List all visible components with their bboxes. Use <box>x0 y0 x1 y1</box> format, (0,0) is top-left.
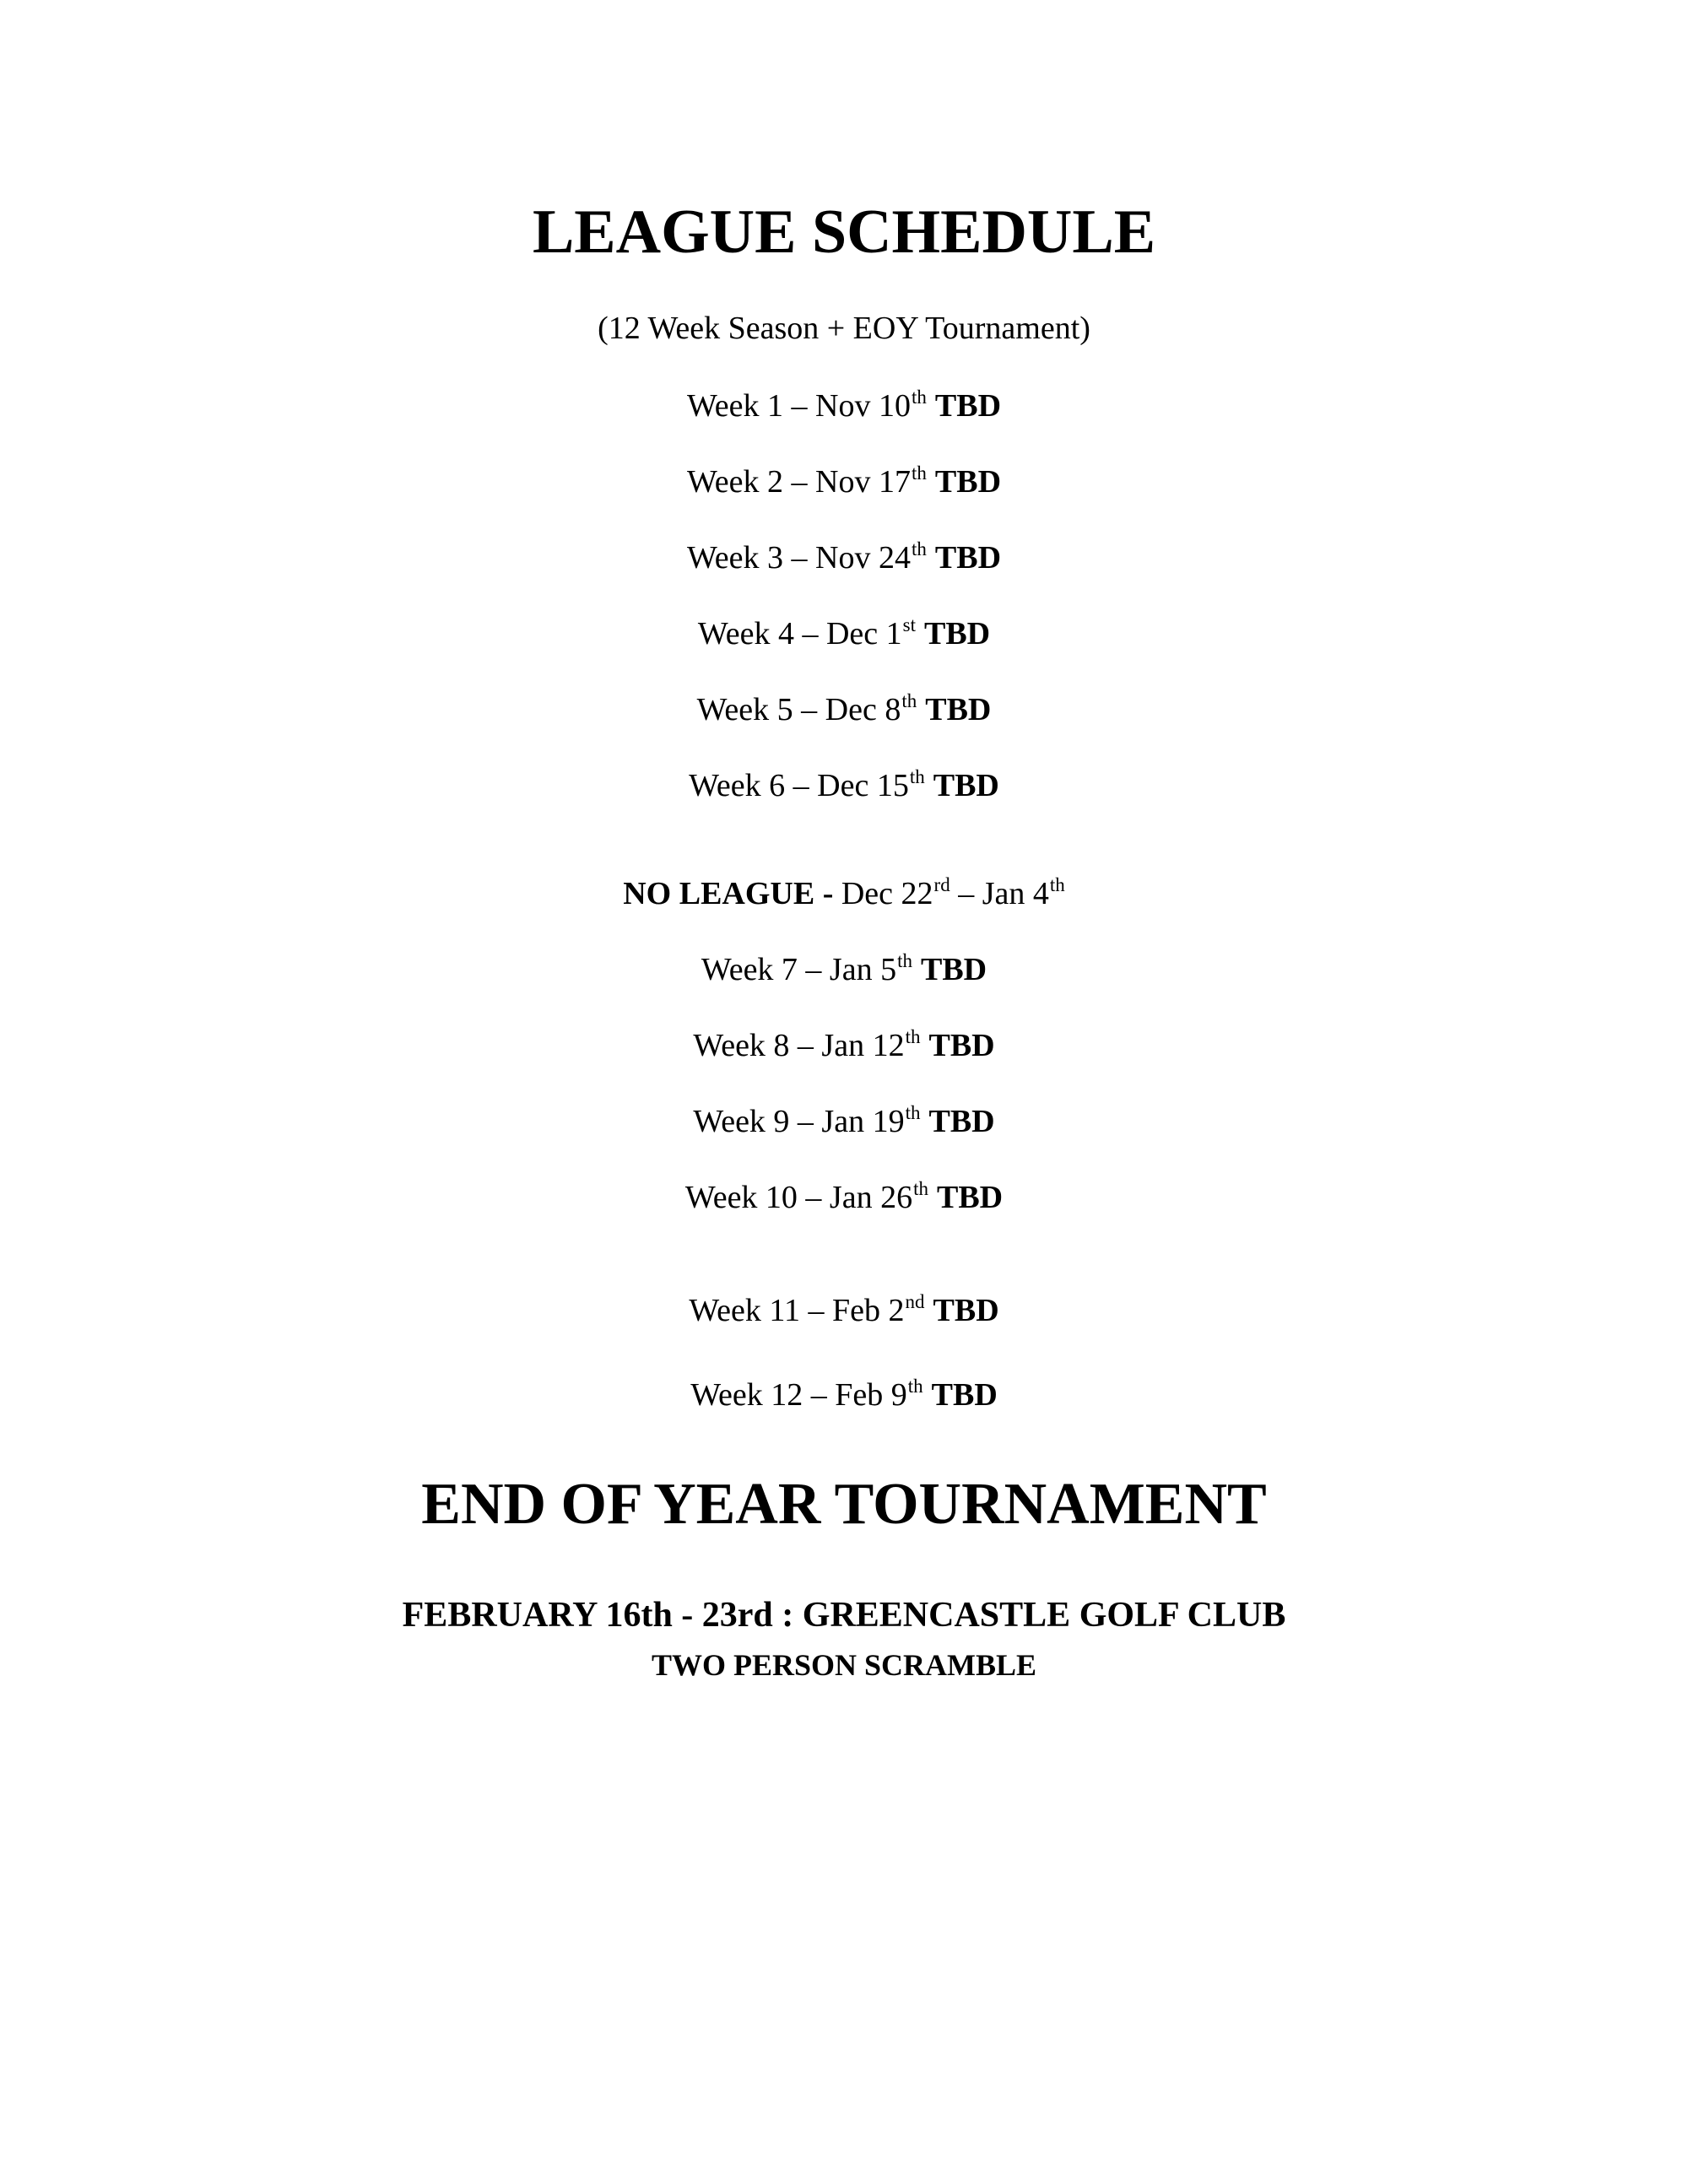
week-status: TBD <box>933 768 999 803</box>
week-status: TBD <box>923 616 991 651</box>
week-row <box>0 538 1688 576</box>
week-row <box>0 1102 1688 1139</box>
no-league-label: NO LEAGUE <box>623 876 815 911</box>
week-row <box>0 690 1688 727</box>
date-suffix: st <box>902 614 916 635</box>
week-status: TBD <box>933 1293 999 1328</box>
season-subtitle: (12 Week Season + EOY Tournament) <box>598 311 1090 346</box>
week-status: TBD <box>934 540 1002 576</box>
no-league-notice <box>0 874 1688 911</box>
week-status: TBD <box>920 952 987 987</box>
date-suffix: th <box>897 950 912 971</box>
week-date: Week 6 – Dec 15 <box>689 768 909 803</box>
week-date: Week 3 – Nov 24 <box>686 540 911 576</box>
date-suffix: th <box>909 766 925 787</box>
week-date: Week 9 – Jan 19 <box>693 1104 905 1139</box>
no-league-end: Jan 4 <box>982 876 1049 911</box>
week-date: Week 11 – Feb 2 <box>689 1293 905 1328</box>
week-date: Week 5 – Dec 8 <box>696 692 901 727</box>
week-status: TBD <box>936 1180 1004 1215</box>
week-status: TBD <box>928 1028 995 1063</box>
week-status: TBD <box>931 1377 998 1413</box>
week-status: TBD <box>928 1104 995 1139</box>
week-date: Week 12 – Feb 9 <box>690 1377 907 1413</box>
week-row <box>0 766 1688 803</box>
week-date: Week 7 – Jan 5 <box>701 952 897 987</box>
date-suffix: th <box>1049 874 1065 895</box>
date-suffix: th <box>905 1026 921 1047</box>
week-date: Week 10 – Jan 26 <box>684 1180 913 1215</box>
date-suffix: th <box>907 1376 923 1397</box>
week-row <box>0 1291 1688 1328</box>
date-suffix: th <box>905 1102 921 1123</box>
week-status: TBD <box>934 388 1002 424</box>
week-row <box>0 1376 1688 1413</box>
week-status: TBD <box>925 692 992 727</box>
date-suffix: th <box>911 538 927 560</box>
week-date: Week 4 – Dec 1 <box>697 616 902 651</box>
date-suffix: th <box>901 690 917 711</box>
page-title: LEAGUE SCHEDULE <box>532 197 1156 267</box>
tournament-format: TWO PERSON SCRAMBLE <box>651 1648 1037 1682</box>
no-league-start: Dec 22 <box>841 876 933 911</box>
tournament-title: END OF YEAR TOURNAMENT <box>421 1472 1267 1537</box>
week-row <box>0 614 1688 651</box>
no-league-separator: - <box>814 876 841 911</box>
date-suffix: rd <box>933 874 950 895</box>
date-suffix: nd <box>905 1291 925 1312</box>
week-date: Week 1 – Nov 10 <box>686 388 911 424</box>
week-row <box>0 387 1688 424</box>
date-suffix: th <box>913 1178 928 1199</box>
week-row <box>0 1026 1688 1063</box>
tournament-dates-venue: FEBRUARY 16th - 23rd : GREENCASTLE GOLF CLUB <box>402 1596 1286 1635</box>
week-row <box>0 462 1688 500</box>
no-league-dash: – <box>950 876 982 911</box>
week-status: TBD <box>934 464 1002 500</box>
week-row <box>0 950 1688 987</box>
week-row <box>0 1178 1688 1215</box>
date-suffix: th <box>911 462 927 484</box>
week-date: Week 8 – Jan 12 <box>693 1028 905 1063</box>
date-suffix: th <box>911 387 927 408</box>
week-date: Week 2 – Nov 17 <box>686 464 911 500</box>
